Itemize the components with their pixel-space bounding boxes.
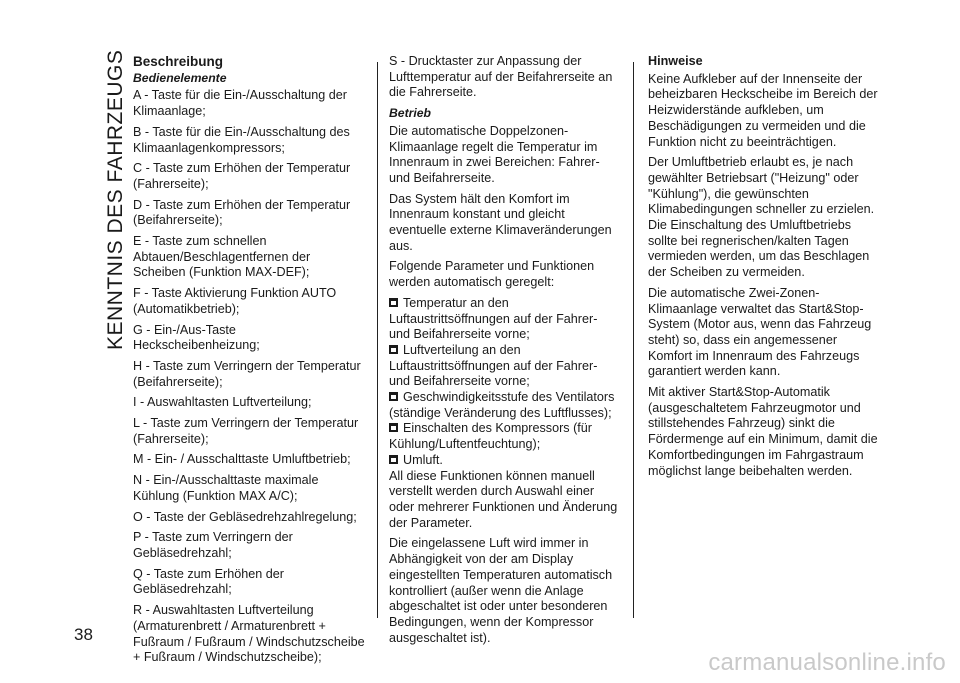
control-item: M - Ein- / Ausschalttaste Umluftbetrieb; bbox=[133, 452, 351, 467]
paragraph: Die automatische Zwei-Zonen-Klimaanlage verwaltet das Start&Stop-System (Motor aus, wenn das Fahrzeug steht) so, dass ein angemessener Komfort im Innenraum des Fahrzeugs garantiert werden kann. bbox=[648, 285, 872, 379]
paragraph: Die automatische Doppelzonen-Klimaanlage regelt die Temperatur im Innenraum in zwei Bereichen: Fahrer- und Beifahrerseite. bbox=[389, 123, 600, 185]
subheading-operation: Betrieb bbox=[389, 106, 431, 121]
square-bullet-icon bbox=[389, 423, 398, 432]
control-item: G - Ein-/Aus-Taste Heckscheibenheizung; bbox=[133, 322, 260, 353]
paragraph: All diese Funktionen können manuell verstellt werden durch Auswahl einer oder mehrerer Funktionen und Änderung der Parameter. bbox=[389, 468, 618, 530]
subheading-controls: Bedienelemente bbox=[133, 70, 227, 85]
bullet-text: Geschwindigkeitsstufe des Ventilators (ständige Veränderung des Luftflusses); bbox=[389, 390, 615, 420]
bullet-text: Umluft. bbox=[403, 452, 443, 467]
bullet-item bbox=[389, 296, 621, 343]
section-title-text: KENNTNIS DES FAHRZEUGS bbox=[104, 49, 127, 350]
control-item: P - Taste zum Verringern der Gebläsedrehzahl; bbox=[133, 530, 293, 560]
section-title-vertical bbox=[70, 28, 127, 358]
bullet-item bbox=[389, 453, 621, 469]
column-divider bbox=[633, 62, 634, 618]
bullet-text: Luftverteilung an den Luftaustrittsöffnungen auf der Fahrer- und Beifahrerseite vorne; bbox=[389, 342, 598, 389]
square-bullet-icon bbox=[389, 392, 398, 401]
heading-notes: Hinweise bbox=[648, 54, 703, 68]
paragraph: Keine Aufkleber auf der Innenseite der beheizbaren Heckscheibe im Bereich der Heizwiderstände aufkleben, um Beschädigungen zu vermeiden und die Funktion nicht zu beeinträchtigen. bbox=[648, 71, 878, 149]
square-bullet-icon bbox=[389, 345, 398, 354]
control-item: E - Taste zum schnellen Abtauen/Beschlagentfernen der Scheiben (Funktion MAX-DEF); bbox=[133, 234, 311, 280]
paragraph: Die eingelassene Luft wird immer in Abhängigkeit von der am Display eingestellten Temperaturen automatisch kontrolliert (außer wenn die Anlage abgeschaltet ist oder unter besonderen Bedingungen, wenn der Kompressor ausgeschaltet ist). bbox=[389, 536, 613, 645]
bullet-item bbox=[389, 421, 621, 452]
column-3 bbox=[648, 54, 880, 484]
control-item: O - Taste der Gebläsedrehzahlregelung; bbox=[133, 509, 357, 524]
paragraph: Das System hält den Komfort im Innenraum konstant und gleicht eventuelle externe Klimaveränderungen aus. bbox=[389, 191, 612, 253]
bullet-text: Einschalten des Kompressors (für Kühlung/Luftentfeuchtung); bbox=[389, 421, 592, 452]
watermark-text: carmanualsonline.info bbox=[708, 649, 946, 676]
heading-description: Beschreibung bbox=[133, 54, 224, 69]
control-item: B - Taste für die Ein-/Ausschaltung des Klimaanlagenkompressors; bbox=[133, 124, 350, 155]
control-item: D - Taste zum Erhöhen der Temperatur (Beifahrerseite); bbox=[133, 197, 351, 228]
paragraph-s-button: S - Drucktaster zur Anpassung der Lufttemperatur auf der Beifahrerseite an die Fahrerseite. bbox=[389, 54, 613, 100]
control-item: F - Taste Aktivierung Funktion AUTO (Automatikbetrieb); bbox=[133, 286, 337, 316]
square-bullet-icon bbox=[389, 455, 398, 464]
column-divider bbox=[377, 62, 378, 618]
control-item: C - Taste zum Erhöhen der Temperatur (Fahrerseite); bbox=[133, 161, 351, 191]
control-item: H - Taste zum Verringern der Temperatur (Beifahrerseite); bbox=[133, 358, 361, 389]
column-2 bbox=[389, 54, 621, 651]
bullet-text: Temperatur an den Luftaustrittsöffnungen auf der Fahrer- und Beifahrerseite vorne; bbox=[389, 295, 598, 342]
paragraph: Folgende Parameter und Funktionen werden automatisch geregelt: bbox=[389, 259, 595, 290]
square-bullet-icon bbox=[389, 298, 398, 307]
control-item: R - Auswahltasten Luftverteilung (Armaturenbrett / Armaturenbrett + Fußraum / Fußraum / Windschutzscheibe + Fußraum / Windschutzscheibe); bbox=[133, 603, 365, 665]
paragraph: Der Umluftbetrieb erlaubt es, je nach gewählter Betriebsart ("Heizung" oder "Kühlung"), die gewünschten Klimabedingungen schneller zu erzielen. Die Einschaltung des Umluftbetriebs sollte bei regnerischen/kalten Tagen vermieden werden, um das Beschlagen der Scheiben zu vermeiden. bbox=[648, 155, 875, 280]
control-item: I - Auswahltasten Luftverteilung; bbox=[133, 395, 312, 410]
page-number: 38 bbox=[74, 625, 93, 644]
control-item: Q - Taste zum Erhöhen der Gebläsedrehzahl; bbox=[133, 566, 284, 597]
paragraph: Mit aktiver Start&Stop-Automatik (ausgeschaltetem Fahrzeugmotor und stillstehendes Fahrzeug) sinkt die Fördermenge auf ein Minimum, damit die Komfortbedingungen im Fahrgastraum möglichst lange beibehalten werden. bbox=[648, 385, 878, 478]
column-1 bbox=[133, 54, 365, 671]
bullet-item bbox=[389, 390, 621, 421]
control-item: N - Ein-/Ausschalttaste maximale Kühlung (Funktion MAX A/C); bbox=[133, 473, 319, 503]
bullet-item bbox=[389, 343, 621, 390]
control-item: L - Taste zum Verringern der Temperatur (Fahrerseite); bbox=[133, 416, 359, 446]
control-item: A - Taste für die Ein-/Ausschaltung der Klimaanlage; bbox=[133, 88, 347, 119]
